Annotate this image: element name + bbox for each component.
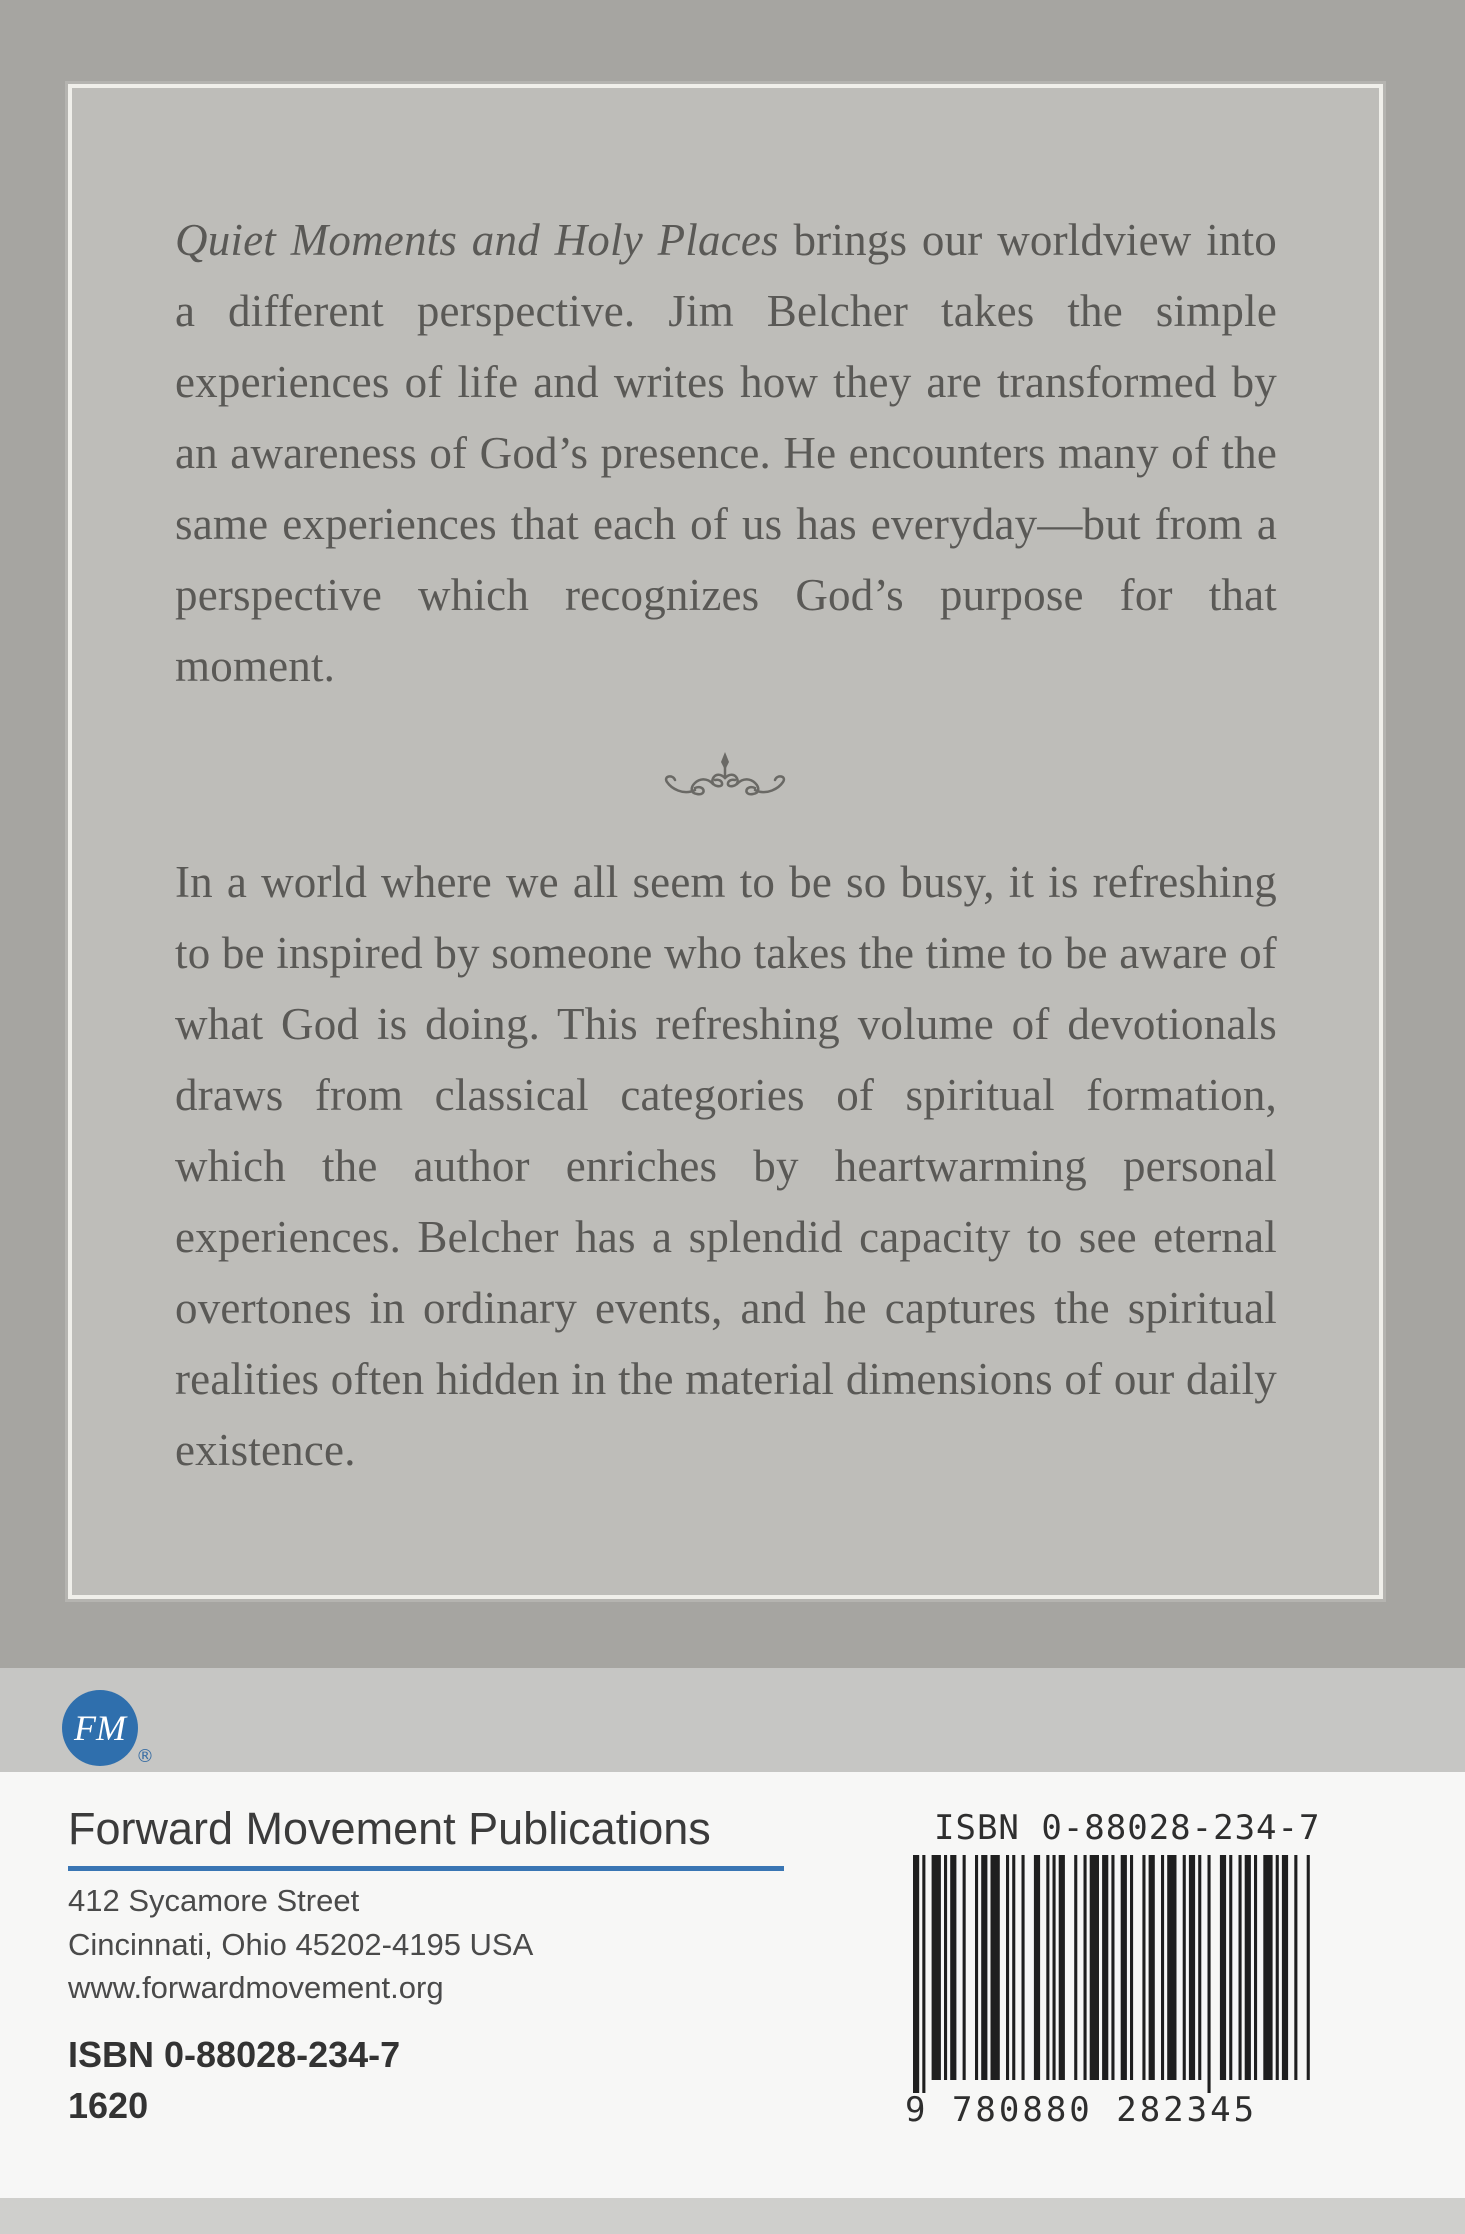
barcode-bar — [981, 1855, 987, 2080]
barcode-bar — [1282, 1855, 1288, 2080]
barcode-bar — [1294, 1855, 1297, 2080]
blurb-paragraph-2: In a world where we all seem to be so busy, it is refreshing to be inspired by someone who takes the time to be aware of what God is doing. This refreshing volume of devotionals draws from classical categories of spiritual formation, which the author enriches by heartwarming personal experiences. Belcher has a splendid capacity to see eternal overtones in ordinary events, and he captures the spiritual realities often hidden in the material dimensions of our daily existence. — [175, 857, 1277, 1475]
barcode-bar — [1053, 1855, 1056, 2080]
barcode-bar — [922, 1855, 925, 2093]
barcode-bar — [1102, 1855, 1108, 2080]
barcode-bar — [1121, 1855, 1127, 2080]
barcode-bar — [1208, 1855, 1211, 2093]
barcode-bar — [1167, 1855, 1176, 2080]
barcode-bar — [1198, 1855, 1201, 2080]
barcode-bar — [944, 1855, 947, 2080]
barcode-bar — [1090, 1855, 1099, 2080]
isbn-text: ISBN 0-88028-234-7 — [68, 2034, 401, 2075]
product-code: 1620 — [68, 2085, 149, 2126]
barcode-bar — [950, 1855, 956, 2080]
barcode-bar — [1239, 1855, 1242, 2080]
barcode-bar — [1149, 1855, 1155, 2080]
barcode-bar — [963, 1855, 966, 2080]
barcode-bar — [1034, 1855, 1040, 2080]
book-title: Quiet Moments and Holy Places — [175, 215, 779, 265]
barcode-bar — [1006, 1855, 1009, 2080]
registered-mark: ® — [136, 1746, 154, 1767]
barcode-bar — [1074, 1855, 1077, 2080]
barcode-bar — [1189, 1855, 1195, 2080]
barcode-bar — [1161, 1855, 1164, 2080]
barcode-bar — [1276, 1855, 1279, 2080]
barcode-bar — [913, 1855, 919, 2093]
barcode-bar — [1245, 1855, 1251, 2080]
barcode-bar — [932, 1855, 941, 2080]
barcode-isbn-label: ISBN 0-88028-234-7 — [934, 1808, 1321, 1848]
barcode-bar — [1012, 1855, 1015, 2080]
publisher-underline — [68, 1866, 784, 1871]
logo-mark-text: FM — [74, 1708, 126, 1748]
barcode-bar — [1263, 1855, 1272, 2080]
blurb-paragraph-1 — [175, 205, 1277, 702]
publisher-name: Forward Movement Publications — [68, 1803, 711, 1854]
address-street: 412 Sycamore Street — [68, 1883, 360, 1918]
barcode-bar — [1307, 1855, 1310, 2080]
floral-divider-icon — [655, 748, 795, 808]
barcode-bar — [1229, 1855, 1232, 2080]
barcode-bar — [1059, 1855, 1065, 2080]
blurb-paragraph-1-text: brings our worldview into a different perspective. Jim Belcher takes the simple experiences of life and writes how they are transformed by an awareness of God’s presence. He encounters many of the same experiences that each of us has everyday—but from a perspective which recognizes God’s purpose for that moment. — [175, 215, 1278, 691]
barcode-bar — [1111, 1855, 1114, 2080]
forward-movement-logo-icon — [60, 1688, 140, 1768]
barcode-bar — [1084, 1855, 1087, 2080]
barcode-bar — [975, 1855, 978, 2080]
footer-bottom-edge — [0, 2198, 1465, 2234]
barcode-bar — [991, 1855, 1000, 2080]
publisher-website: www.forwardmovement.org — [68, 1970, 444, 2005]
logo-band — [0, 1668, 1465, 1772]
barcode-icon — [905, 1855, 1315, 2093]
barcode-digits: 9 780880 282345 — [905, 2090, 1258, 2130]
barcode-bar — [1183, 1855, 1186, 2080]
barcode-bar — [1220, 1855, 1226, 2080]
barcode-bar — [1130, 1855, 1133, 2080]
barcode-bar — [1254, 1855, 1257, 2080]
barcode-bar — [1142, 1855, 1145, 2080]
barcode-bar — [1022, 1855, 1025, 2080]
address-city: Cincinnati, Ohio 45202-4195 USA — [68, 1927, 534, 1962]
barcode-bar — [1046, 1855, 1049, 2080]
